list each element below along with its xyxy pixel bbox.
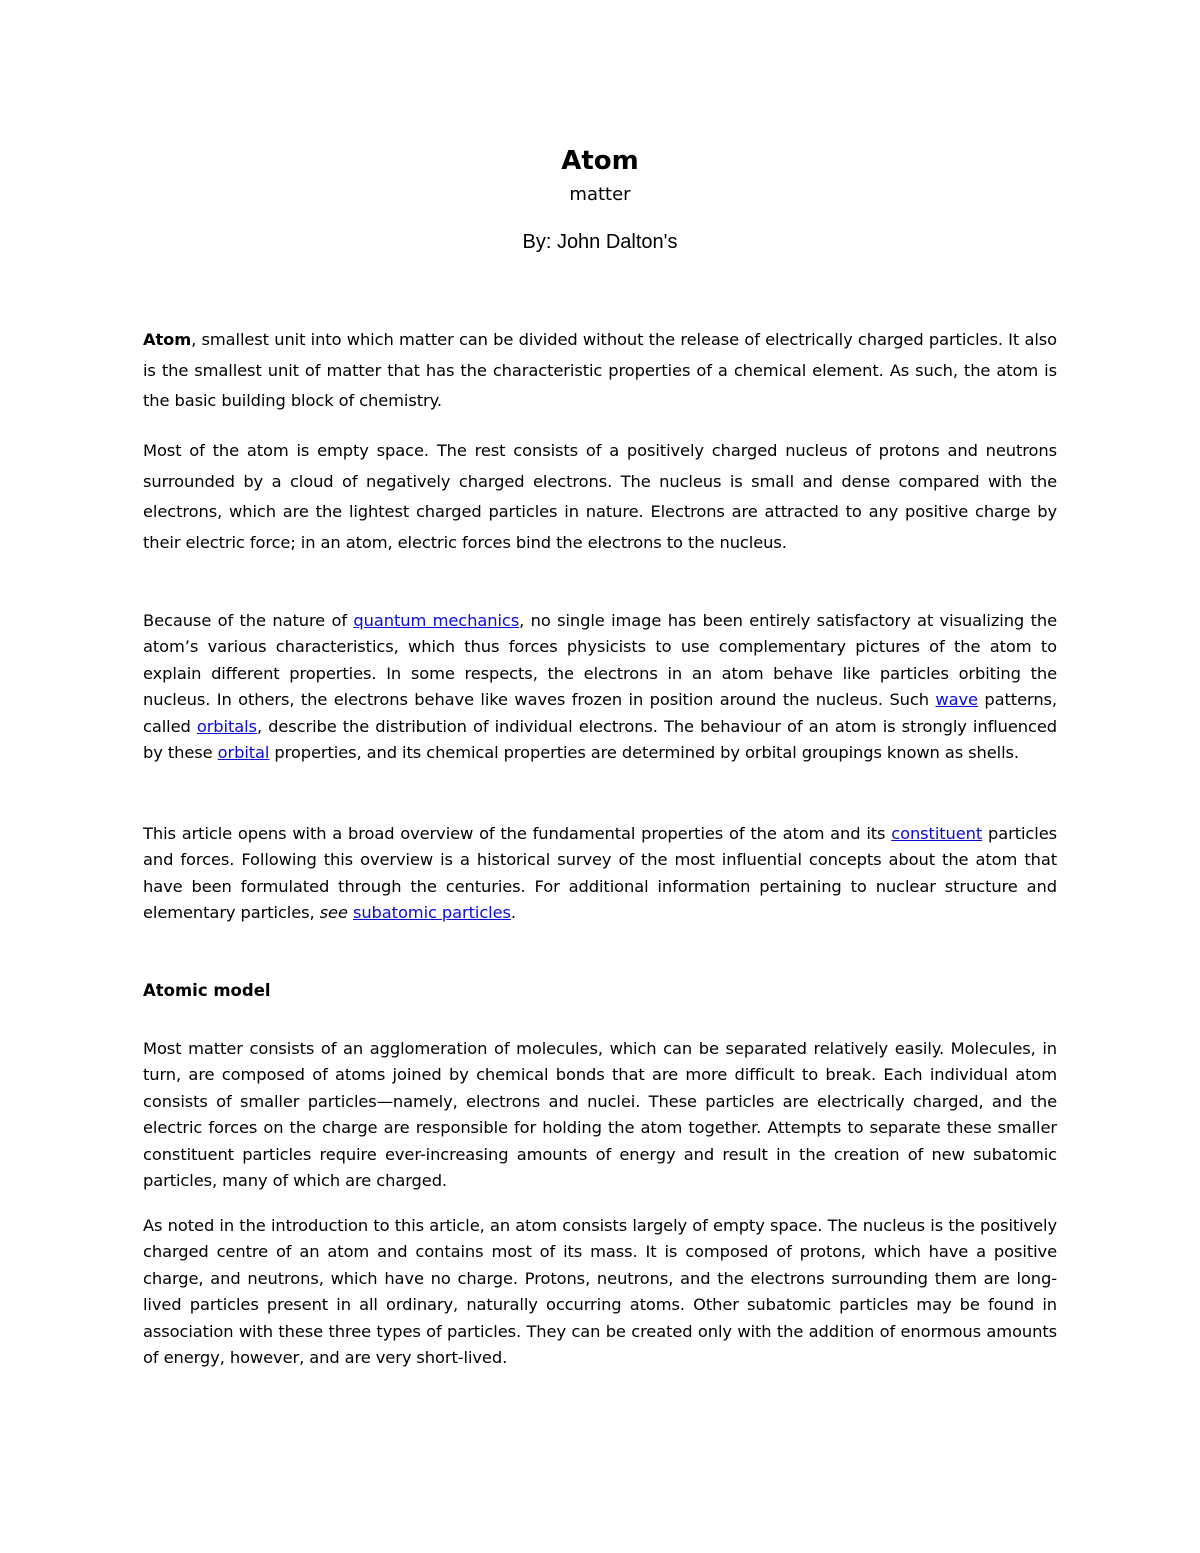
nucleus-text: As noted in the introduction to this article, an atom consists largely of empty space. The nucleus is the positively charged centre of an atom and contains most of its mass. It is composed of protons, which have a positive charge, and neutrons, which have no charge. Protons, neutrons, and the electrons surrounding them are long-lived particles present in all ordinary, naturally occurring atoms. Other subatomic particles may be found in association with these three types of particles. They can be created only with the addition of enormous amounts of energy, however, and are very short-lived. bbox=[143, 1216, 1057, 1368]
overview-text-2: particles and forces. Following this overview is a historical survey of the most influential concepts about the atom that have been formulated through the centuries. For additional information pertaining to nuclear structure and elementary particles, bbox=[143, 824, 1057, 923]
overview-paragraph bbox=[143, 821, 1057, 927]
structure-text: Most of the atom is empty space. The rest consists of a positively charged nucleus of protons and neutrons surrounded by a cloud of negatively charged electrons. The nucleus is small and dense compared with the electrons, which are the lightest charged particles in nature. Electrons are attracted to any positive charge by their electric force; in an atom, electric forces bind the electrons to the nucleus. bbox=[143, 441, 1057, 552]
quantum-text-2: , no single image has been entirely satisfactory at visualizing the atom’s various characteristics, which thus forces physicists to use complementary pictures of the atom to explain different properties. In some respects, the electrons in an atom behave like particles orbiting the nucleus. In others, the electrons behave like waves frozen in position around the nucleus. Such bbox=[143, 611, 1057, 710]
intro-paragraph bbox=[143, 325, 1057, 417]
model-paragraph bbox=[143, 1036, 1057, 1194]
quantum-text-4: , describe the distribution of individual electrons. The behaviour of an atom is strongly influenced by these bbox=[143, 716, 1057, 763]
overview-text-4: . bbox=[510, 903, 516, 923]
document-subtitle: matter bbox=[569, 184, 631, 205]
document-byline: By: John Dalton's bbox=[522, 231, 678, 253]
see-italic: see bbox=[319, 903, 348, 923]
intro-lead-term: Atom bbox=[143, 330, 192, 349]
intro-text: , smallest unit into which matter can be divided without the release of electrically charged particles. It also is the smallest unit of matter that has the characteristic properties of a chemical element. As such, the atom is the basic building block of chemistry. bbox=[143, 330, 1057, 411]
orbitals-link[interactable]: orbitals bbox=[196, 716, 257, 736]
orbital-link[interactable]: orbital bbox=[217, 743, 270, 763]
document-title: Atom bbox=[561, 146, 639, 176]
overview-text-1: This article opens with a broad overview of the fundamental properties of the atom and its bbox=[143, 824, 892, 843]
quantum-mechanics-link[interactable]: quantum mechanics bbox=[353, 611, 520, 630]
section-heading: Atomic model bbox=[143, 981, 271, 1000]
subatomic-particles-link[interactable]: subatomic particles bbox=[352, 903, 511, 923]
quantum-paragraph bbox=[143, 608, 1057, 766]
quantum-text-3: patterns, called bbox=[143, 690, 1057, 736]
quantum-text-1: Because of the nature of bbox=[143, 611, 354, 630]
nucleus-paragraph bbox=[143, 1213, 1057, 1371]
structure-paragraph bbox=[143, 436, 1057, 558]
wave-link[interactable]: wave bbox=[935, 690, 978, 710]
quantum-text-5: properties, and its chemical properties are determined by orbital groupings known as shells. bbox=[269, 743, 1019, 763]
model-text: Most matter consists of an agglomeration of molecules, which can be separated relatively easily. Molecules, in turn, are composed of atoms joined by chemical bonds that are more difficult to break. Each individual atom consists of smaller particles—namely, electrons and nuclei. These particles are electrically charged, and the electric forces on the charge are responsible for holding the atom together. Attempts to separate these smaller constituent particles require ever-increasing amounts of energy and result in the creation of new subatomic particles, many of which are charged. bbox=[143, 1039, 1057, 1191]
constituent-link[interactable]: constituent bbox=[891, 824, 983, 843]
